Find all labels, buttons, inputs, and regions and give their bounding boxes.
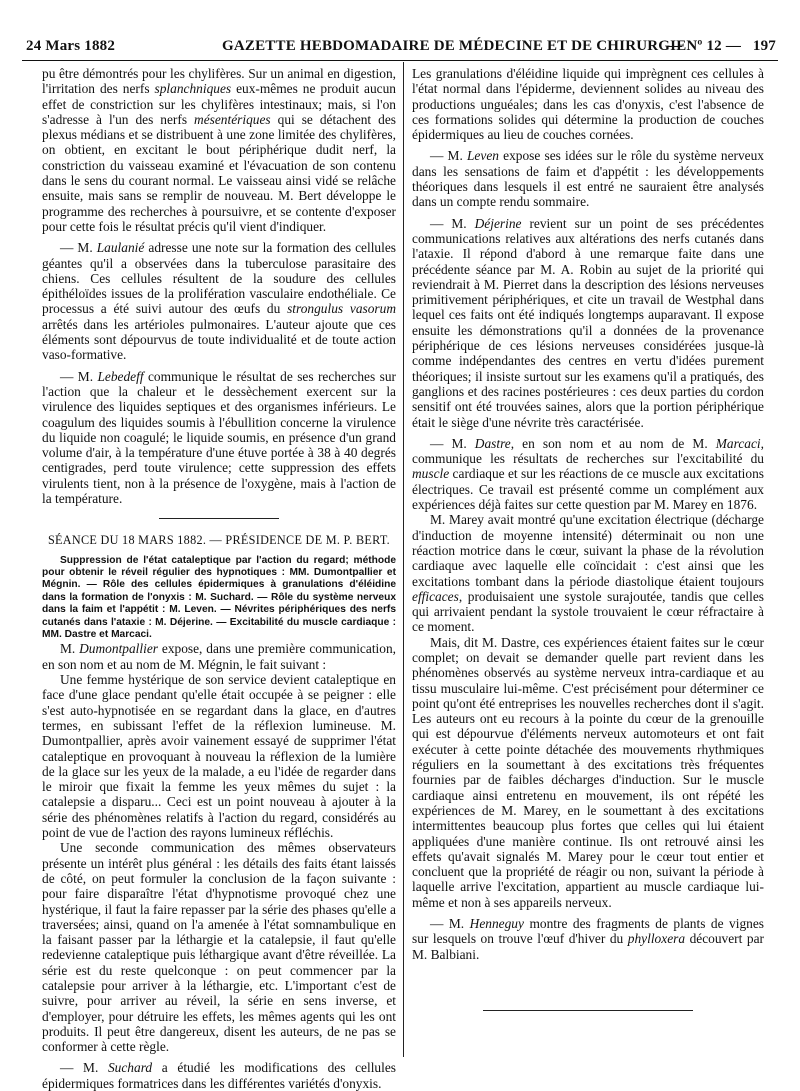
page-header bbox=[22, 30, 778, 61]
paragraph: Les granulations d'éléidine liquide qui imprègnent ces cellules à l'état normal dans l'épiderme, deviennent solides au niveau des productions unguéales; dans les cas d'onyxis, c'est l'absence de ces formations solides qui détermine la production de couches épidermiques au lieu de couches cornées. bbox=[412, 66, 764, 143]
header-page-number: 197 bbox=[752, 38, 776, 54]
left-column bbox=[42, 66, 396, 1091]
paragraph: M. Dumontpallier expose, dans une première communication, en son nom et au nom de M. Mégnin, le fait suivant : bbox=[42, 641, 396, 672]
paragraph: Mais, dit M. Dastre, ces expériences étaient faites sur le cœur complet; on devait se demander quelle part revient dans les phénomènes observés au système nerveux intra-cardiaque et au tissu musculaire lui-même. C'est précisément pour déterminer ce point qu'ont été entreprises les nouvelles recherches dont il s'agit. Les auteurs ont eu recours à la pointe du cœur de la grenouille qui est dépourvue d'éléments nerveux automoteurs et ont fait exécuter à cette pointe détachée des mouvements rhythmiques réguliers en la soumettant à des excitations très fréquentes fournies par de faibles décharges d'induction. Sur le muscle cardiaque ainsi entretenu en mouvement, ils ont répété les expériences de M. Marey, en le soumettant à des excitations intermittentes beaucoup plus fortes que celles qui lui étaient appliquées d'une manière continue. Ils ont retrouvé ainsi les effets qu'avait signalés M. Marey pour le cœur tout entier et concluent que la propriété de réagir ou non, suivant la période à laquelle arrive l'excitation, appartient au muscle cardiaque lui-même et non à ses appareils nerveux. bbox=[412, 634, 764, 910]
paragraph: — M. Henneguy montre des fragments de plants de vignes sur lesquels on trouve l'œuf d'hiver du phylloxera découvert par M. Balbiani. bbox=[412, 916, 765, 962]
session-heading: SÉANCE DU 18 MARS 1882. — PRÉSIDENCE DE M. P. BERT. bbox=[47, 533, 391, 548]
paragraph: Une seconde communication des mêmes observateurs présente un intérêt plus général : les détails des faits étant laissés de côté, on peut formuler la conclusion de la façon suivante : pour faire disparaître l'état d'hypnotisme provoqué chez une hystérique, il faut la faire repasser par la série des phases qu'elle a traversées; ainsi, quand on l'a amenée à l'état somnambulique en la faisant passer par la léthargie et la catalepsie, il faut qu'elle redevienne cataleptique puis léthargique avant d'être réveillée. La série est du reste quelconque : on peut commencer par la catalepsie pour arriver à la léthargie, etc. L'important c'est de suivre, pour arriver au réveil, la série en sens inverse, et d'employer, pour détruire les effets, les mêmes agents qui les ont produits. Il peut être dangereux, disent les auteurs, de ne pas se conformer à cette règle. bbox=[42, 840, 396, 1055]
paragraph: — M. Leven expose ses idées sur le rôle du système nerveux dans les sensations de faim et d'appétit : les développements théoriques dans lesquels il est entré ne sauraient être analysés dans un compte rendu sommaire. bbox=[412, 148, 765, 210]
section-separator bbox=[159, 518, 279, 519]
end-rule bbox=[483, 1010, 693, 1012]
header-journal-title: GAZETTE HEBDOMADAIRE DE MÉDECINE ET DE CHIRURGIE bbox=[222, 38, 687, 54]
paragraph: Une femme hystérique de son service devient cataleptique en face d'une glace pendant qu'elle était occupée à se peigner : elle s'est auto-hypnotisée en se regardant dans la glace, en d'autres termes, en subissant l'effet de la réflexion lumineuse. M. Dumontpallier, après avoir vainement essayé de supprimer l'état cataleptique en provoquant à nouveau la réflexion de la lumière de la glace sur les yeux de la malade, a eu l'idée de regarder dans le miroir que fixait la femme les yeux mêmes du sujet : la catalepsie a disparu... Ceci est un point nouveau à ajouter à la série des phénomènes relatifs à l'action du regard, considérés au point de vue de l'action des rayons lumineux réfléchis. bbox=[42, 672, 396, 841]
paragraph: M. Marey avait montré qu'une excitation électrique (décharge d'induction de moyenne intensité) déterminait ou non une réaction motrice dans le cœur, suivant la phase de la révolution cardiaque avec laquelle elle coïncidait : c'est ainsi que les excitations tombant dans la période diastolique étaient toujours efficaces, produisaient une systole surajoutée, tandis que celles qui arrivaient pendant la systole trouvaient le cœur réfractaire à ce moment. bbox=[412, 512, 764, 635]
paragraph: — M. Dastre, en son nom et au nom de M. Marcaci, communique les résultats de recherches sur l'excitabilité du muscle cardiaque et sur les réactions de ce muscle aux excitations électriques. Ce travail est présenté comme un complément aux expériences déjà faites sur cette question par M. Marey en 1876. bbox=[412, 435, 764, 513]
header-issue: — Nº 12 — bbox=[667, 38, 742, 54]
paragraph: — M. Laulanié adresse une note sur la formation des cellules géantes qu'il a observées dans la tuberculose parasitaire des chiens. Ces cellules résultent de la soudure des cellules épithéloïdes issues de la prolifération vasculaire endothéliale. Ce processus a été suivi autour des œufs du strongulus vasorum arrêtés dans les artérioles pulmonaires. L'auteur ajoute que ces éléments sont dépourvus de toute individualité et de toute action vaso-formative. bbox=[42, 240, 396, 363]
paragraph: pu être démontrés pour les chylifères. Sur un animal en digestion, l'irritation des nerfs splanchniques eux-mêmes ne produit aucun effet de constriction sur les chylifères intestinaux; mais, si l'on s'adresse à l'un des nerfs mésentériques qui se détachent des plexus médians et se distribuent à une zone limitée des chylifères, on obtient, en excitant le bout périphérique dudit nerf, la constriction du vaisseau examiné et l'évacuation de son contenu dans le sens du courant normal. Le vaisseau ainsi vidé se relâche ensuite, mais sans se remplir de nouveau. M. Bert développe le programme des recherches à poursuivre, et se contente d'exposer pour cette fois le résultat précis qu'il vient d'indiquer. bbox=[42, 66, 396, 234]
right-column bbox=[412, 66, 764, 1011]
paragraph: — M. Lebedeff communique le résultat de ses recherches sur l'action que la chaleur et le dessèchement exercent sur la virulence des liquides septiques et des organismes inférieurs. Le coagulum des liquides soumis à l'ébullition concerne la virulence du liquide non coagulé; le liquide soumis, en présence d'un grand volume d'air, à la température d'une étuve portée à 38 à 40 degrés centigrades, perd toute virulence; cette suppression des effets virulents tient, non à la présence de l'oxygène, mais à l'action de la température. bbox=[42, 368, 396, 507]
paragraph: — M. Déjerine revient sur un point de ses précédentes communications relatives aux altérations des nerfs cutanés dans l'ataxie. Il répond d'abord à une remarque faite dans une précédente séance par M. A. Robin au sujet de la priorité qui reviendrait à M. Pierret dans la description des lésions nerveuses primitivement périphériques, et cite un travail de Westphal dans lequel ces faits ont été indiqués longtemps auparavant. Il expose ensuite les démonstrations qu'il a données de la provenance périphérique de ces lésions nerveuses considérées jusque-là comme indépendantes des centres en vertu d'idées purement théoriques; il insiste surtout sur les examens qu'il a pratiqués, des ganglions et des racines postérieures : ces deux parties du cordon sensitif ont été trouvées saines, alors que la portion périphérique était le siège d'une névrite très caractérisée. bbox=[412, 215, 764, 430]
column-divider bbox=[403, 62, 404, 1057]
paragraph: — M. Suchard a étudié les modifications des cellules épidermiques formatrices dans les différentes variétés d'onyxis. bbox=[42, 1060, 396, 1091]
session-summary: Suppression de l'état cataleptique par l'action du regard; méthode pour obtenir le réveil régulier des hypnotiques : MM. Dumontpallier et Mégnin. — Rôle des cellules épidermiques à granulations d'éléidine dans la formation de l'onyxis : M. Suchard. — Rôle du système nerveux dans la faim et l'appétit : M. Leven. — Névrites périphériques des nerfs cutanés dans l'ataxie : M. Déjerine. — Excitabilité du muscle cardiaque : MM. Dastre et Marcaci. bbox=[42, 554, 396, 641]
header-issue-page bbox=[667, 38, 776, 55]
header-date: 24 Mars 1882 bbox=[26, 38, 116, 54]
